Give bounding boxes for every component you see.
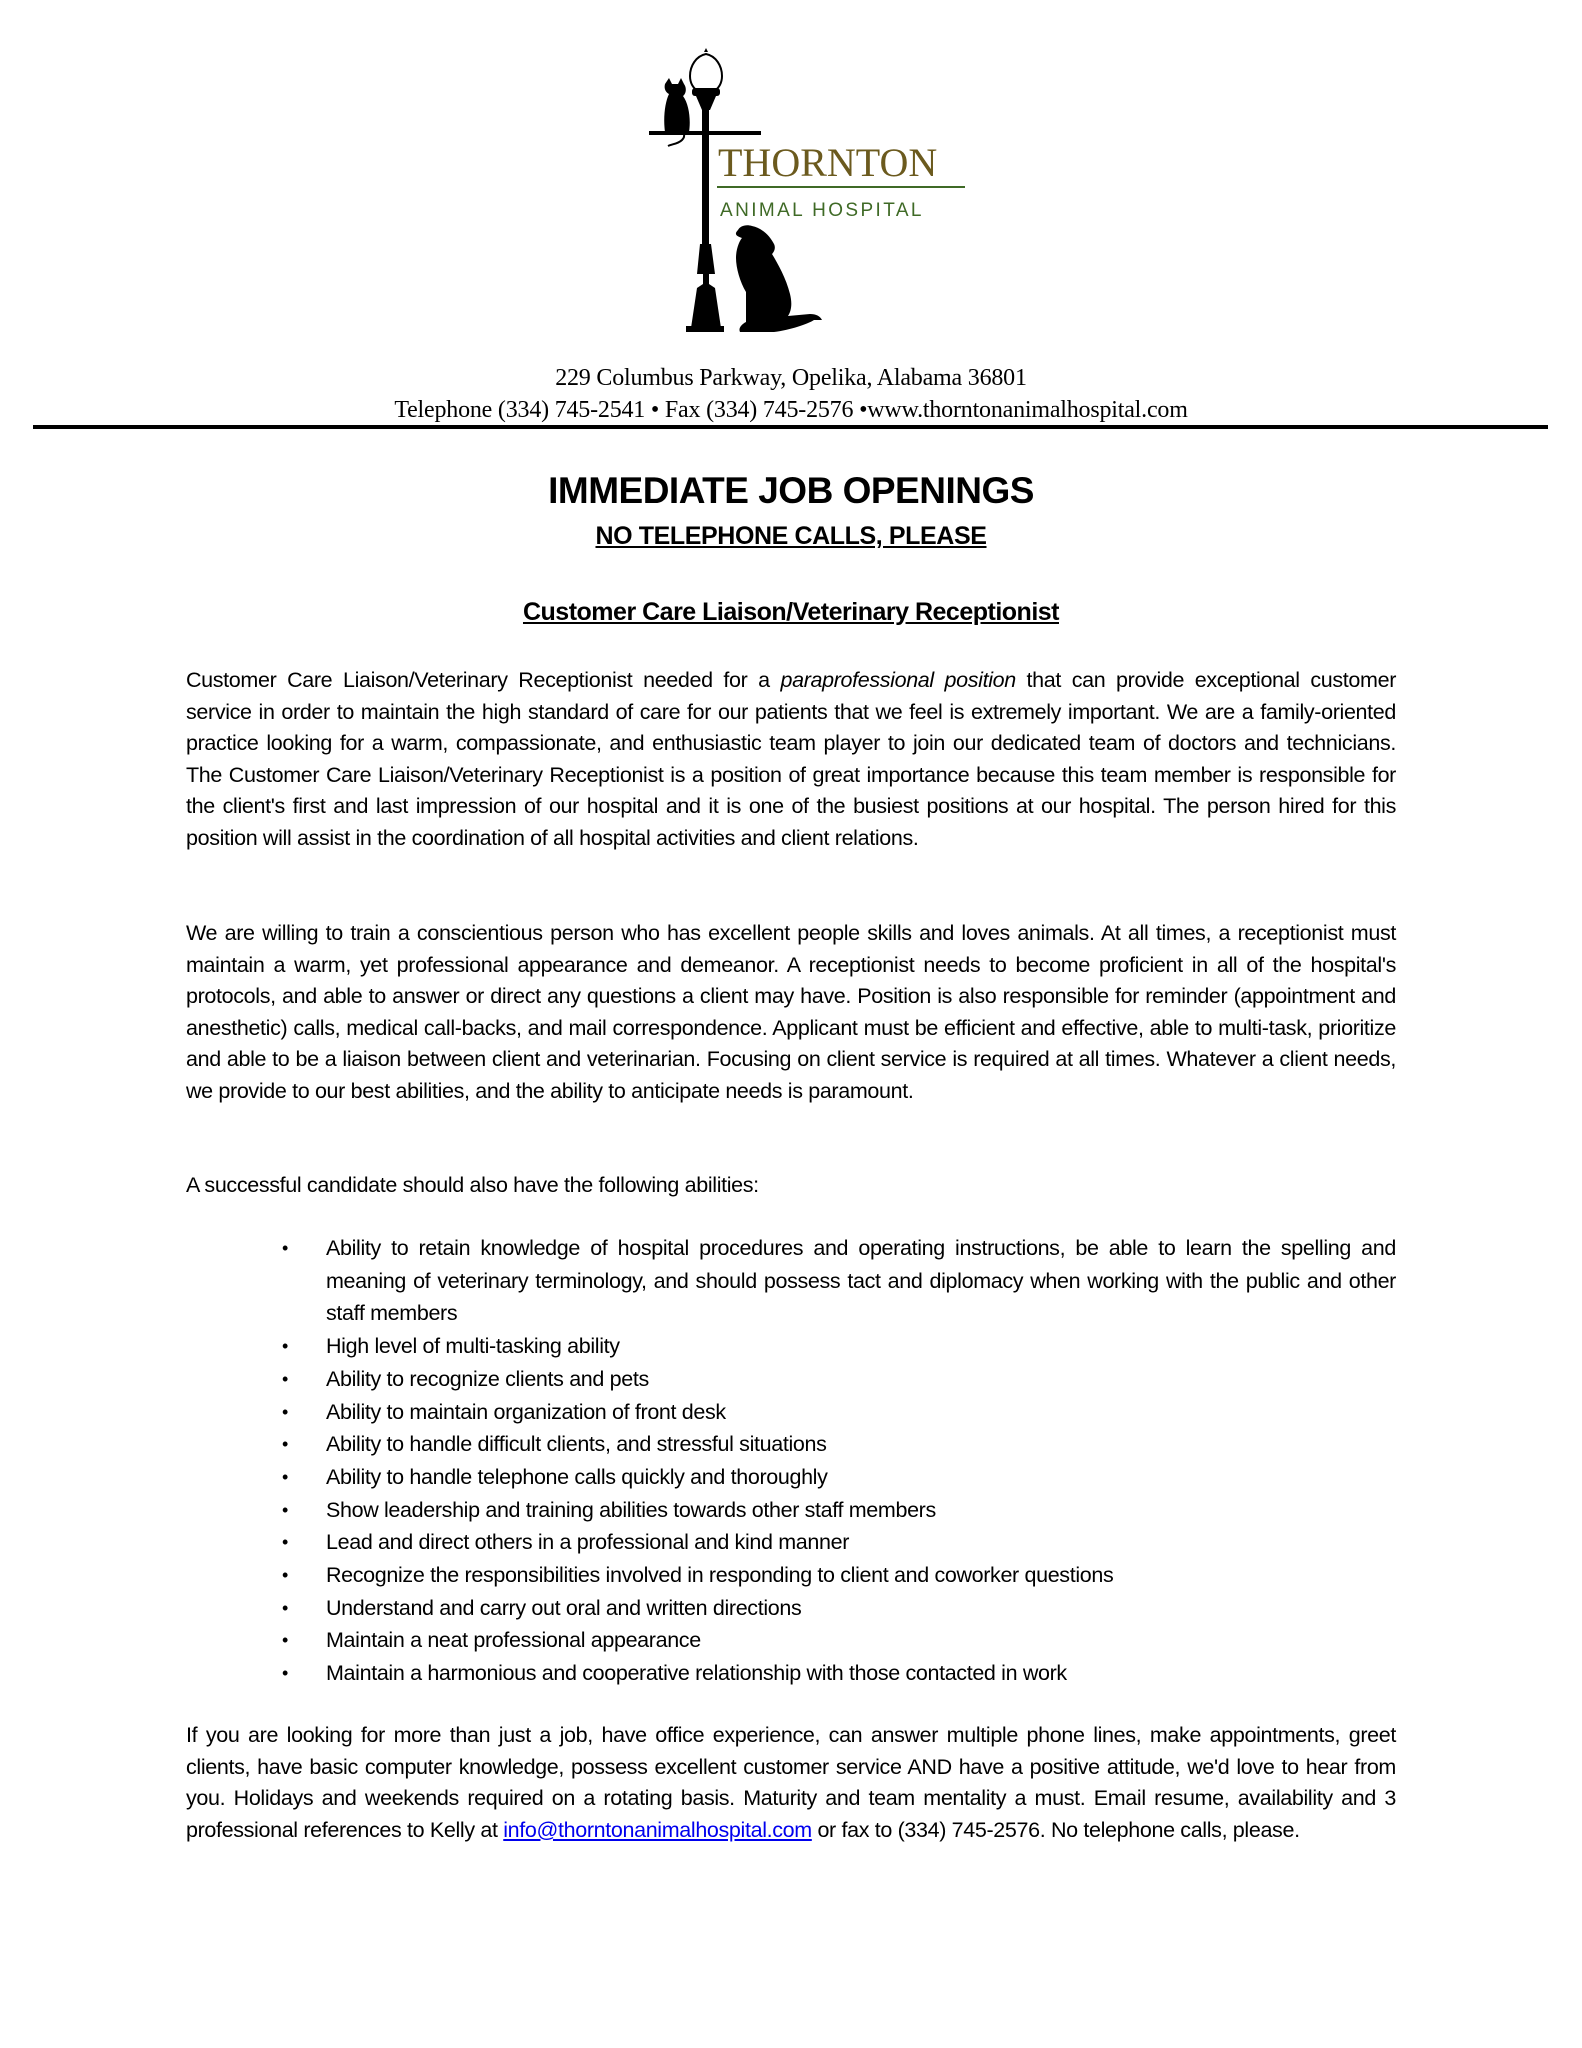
list-item — [186, 1526, 1396, 1559]
list-item-text: Recognize the responsibilities involved in responding to client and coworker questions — [326, 1563, 1114, 1588]
list-item — [186, 1330, 1396, 1363]
bullet-icon: • — [282, 1499, 288, 1520]
list-item-text: Show leadership and training abilities towards other staff members — [326, 1497, 936, 1522]
hospital-logo — [620, 44, 980, 344]
list-item-text: Ability to handle difficult clients, and stressful situations — [326, 1432, 827, 1457]
list-item-text: Lead and direct others in a professional and kind manner — [326, 1530, 850, 1555]
list-item — [186, 1396, 1396, 1429]
list-item-text: Maintain a harmonious and cooperative relationship with those contacted in work — [326, 1661, 1067, 1686]
bullet-icon: • — [282, 1663, 288, 1684]
intro-emphasis: paraprofessional position — [780, 668, 1016, 692]
list-item — [186, 1461, 1396, 1494]
bullet-icon: • — [282, 1565, 288, 1586]
list-item — [186, 1363, 1396, 1396]
list-item — [186, 1232, 1396, 1330]
list-item-text: Ability to handle telephone calls quickly and thoroughly — [326, 1464, 828, 1489]
list-item — [186, 1428, 1396, 1461]
list-item — [186, 1592, 1396, 1625]
no-calls-notice: NO TELEPHONE CALLS, PLEASE — [595, 522, 987, 550]
application-paragraph — [186, 1720, 1396, 1846]
email-link[interactable]: info@thorntonanimalhospital.com — [503, 1817, 812, 1842]
list-item — [186, 1494, 1396, 1527]
training-paragraph: We are willing to train a conscientious person who has excellent people skills and loves animals. At all times, a receptionist must maintain a warm, yet professional appearance and demeanor. A receptionist needs to become proficient in all of the hospital's protocols, and able to answer or direct any questions a client may have. Position is also responsible for reminder (appointment and anesthetic) calls, medical call-backs, and mail correspondence. Applicant must be efficient and effective, able to multi-task, prioritize and able to be a liaison between client and veterinarian. Focusing on client service is required at all times. Whatever a client needs, we provide to our best abilities, and the ability to anticipate needs is paramount. — [186, 921, 1396, 1103]
page-title: IMMEDIATE JOB OPENINGS — [548, 470, 1034, 511]
header-divider — [33, 425, 1548, 429]
bullet-icon: • — [282, 1401, 288, 1422]
list-item-text: Understand and carry out oral and written directions — [326, 1595, 802, 1620]
bullet-icon: • — [282, 1630, 288, 1651]
list-item-text: Ability to retain knowledge of hospital procedures and operating instructions, be able to learn the spelling and meaning of veterinary terminology, and should possess tact and diplomacy when working with the public and other staff members — [326, 1236, 1396, 1326]
list-item-text: Maintain a neat professional appearance — [326, 1628, 701, 1653]
list-item-text: Ability to maintain organization of front desk — [326, 1399, 726, 1424]
bullet-icon: • — [282, 1532, 288, 1553]
cat-silhouette-icon — [664, 78, 690, 146]
list-item — [186, 1657, 1396, 1690]
intro-text-continued: that can provide exceptional customer service in order to maintain the high standard of care for our patients that we feel is extremely important. We are a family-oriented practice looking for a warm, compassionate, and enthusiastic team player to join our dedicated team of doctors and technicians. The Customer Care Liaison/Veterinary Receptionist is a position of great importance because this team member is responsible for the client's first and last impression of our hospital and it is one of the busiest positions at our hospital. The person hired for this position will assist in the coordination of all hospital activities and client relations. — [186, 668, 1397, 850]
bullet-icon: • — [282, 1336, 288, 1357]
bullet-icon: • — [282, 1238, 288, 1258]
bullet-icon: • — [282, 1368, 288, 1389]
intro-text: Customer Care Liaison/Veterinary Receptionist needed for a — [186, 668, 781, 692]
application-text: If you are looking for more than just a job, have office experience, can answer multiple phone lines, make appointments, greet clients, have basic computer knowledge, possess excellent customer service AND have a positive attitude, we'd love to hear from you. Holidays and weekends required on a rotating basis. Maturity and team mentality a must. Email resume, availability and 3 professional references to Kelly at — [186, 1723, 1396, 1842]
address-line: 229 Columbus Parkway, Opelika, Alabama 36801 — [555, 365, 1027, 391]
bullet-icon: • — [282, 1466, 288, 1487]
dog-silhouette-icon — [736, 225, 822, 332]
intro-paragraph — [186, 665, 1396, 855]
bullet-icon: • — [282, 1597, 288, 1618]
application-text-continued: or fax to (334) 745-2576. No telephone calls, please. — [811, 1817, 1300, 1842]
bullet-icon: • — [282, 1434, 288, 1455]
abilities-list — [186, 1232, 1396, 1690]
list-item — [186, 1624, 1396, 1657]
svg-text:THORNTON: THORNTON — [718, 140, 938, 185]
svg-text:ANIMAL HOSPITAL: ANIMAL HOSPITAL — [720, 200, 924, 221]
abilities-intro: A successful candidate should also have the following abilities: — [186, 1173, 759, 1197]
list-item — [186, 1559, 1396, 1592]
letterhead — [0, 362, 1582, 426]
position-title: Customer Care Liaison/Veterinary Receptionist — [522, 598, 1059, 626]
contact-line: Telephone (334) 745-2541 • Fax (334) 745-2576 •www.thorntonanimalhospital.com — [394, 397, 1188, 423]
list-item-text: High level of multi-tasking ability — [326, 1334, 620, 1359]
list-item-text: Ability to recognize clients and pets — [326, 1366, 649, 1391]
